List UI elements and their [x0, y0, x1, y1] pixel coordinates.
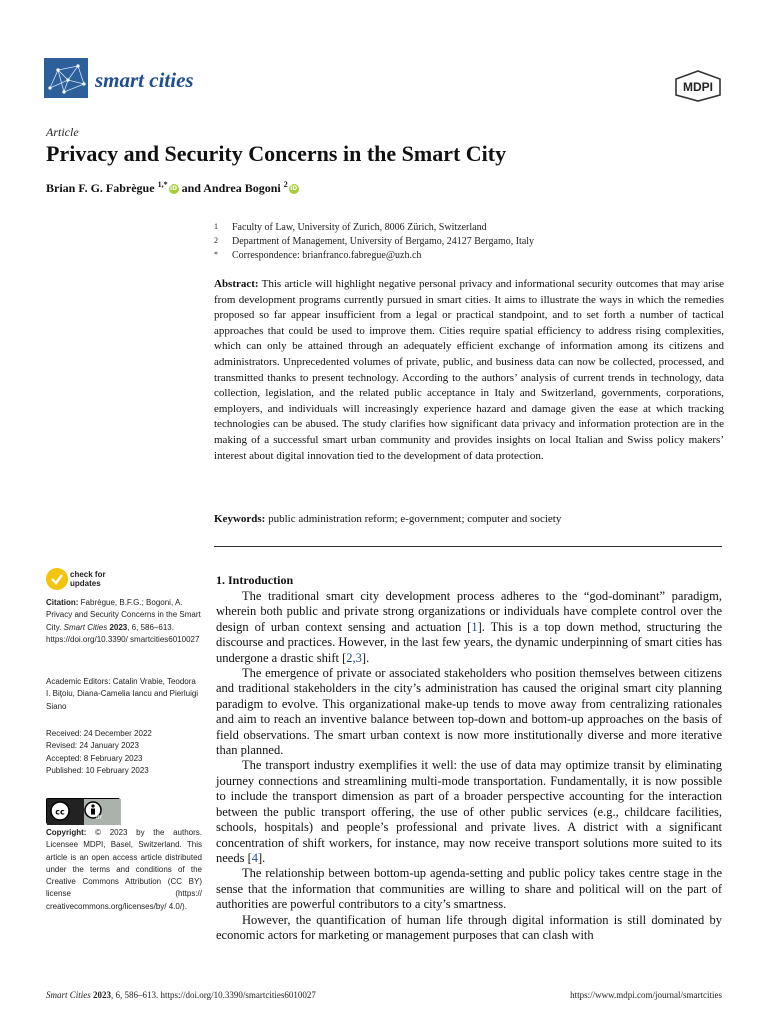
- journal-name: smart cities: [95, 68, 194, 92]
- check-updates-label: check for updates: [70, 570, 106, 588]
- svg-text:cc: cc: [55, 807, 65, 817]
- revised-date: Revised: 24 January 2023: [46, 741, 139, 751]
- cc-by-license-badge[interactable]: [46, 798, 120, 824]
- academic-editors: Academic Editors: Catalin Vrabie, Teodora I. Biţoiu, Diana-Camelia Iancu and Pierluigi Siano: [46, 677, 199, 711]
- citation-text: Fabrègue, B.F.G.; Bogoni, A. Privacy and Security Concerns in the Smart City.: [46, 598, 201, 632]
- received-date: Received: 24 December 2022: [46, 729, 152, 738]
- citation-link[interactable]: 4: [251, 850, 258, 865]
- accepted-date: Accepted: 8 February 2023: [46, 753, 143, 763]
- smart-cities-logo-icon: [44, 58, 88, 98]
- check-updates-icon: [46, 568, 68, 590]
- author-conjunction: and: [181, 181, 201, 195]
- mdpi-logo-icon: [672, 70, 724, 102]
- copyright-block: [46, 827, 202, 913]
- author-name[interactable]: Brian F. G. Fabrègue: [46, 181, 155, 195]
- citation-journal: Smart Cities: [63, 622, 108, 632]
- abstract-text: This article will highlight negative personal privacy and informational security outcomes that may arise from development programs currently pursued in smart cities. It aims to illustrate the ways in which the remedies proposed so far appear insufficient from a legal or practical standpoint, and to set forth a number of tactical approaches that could be used to improve them. Cities require spatial efficiency to address rising complexities, which can only be attained through an adequately efficient exchange of information among its citizens and administrators. Unprecedented volumes of private, public, and business data can now be collected, processed, and transmitted thanks to present technology. According to the authors’ analysis of current trends in technology, data collection, legislation, and the related public acceptance in Italy and Switzerland, governments, corporations, employers, and individuals will increasingly experience hazard and damage given the ease at which tracking technologies can be abused. The study clarifies how significant data privacy and information protection are in the making of a successful smart urban community and provides insights on local Italian and Swiss policy makers’ interest about digital innovation tied to the development of data protection.: [214, 278, 724, 462]
- affiliation-text: Department of Management, University of Bergamo, 24127 Bergamo, Italy: [232, 236, 535, 247]
- paragraph: The traditional smart city development process adheres to the “god-dominant” paradigm, wherein both public and private strong organizations or individuals have complete control over the design of urban context sensing and actuation [1]. This is a top down method, structuring the discourse and practices. However, in the last few years, the dynamic underpinning of smart cities has undergone a drastic shift [2,3].: [216, 589, 723, 665]
- paragraph: The emergence of private or associated stakeholders who position themselves between citizens and traditional stakeholders in the city’s administration has caused the original smart city planning paradigm to evolve. This organizational make-up tends to move away from centralizing rationales and aim to reach an inventive balance between top-down and bottom-up approaches on the basis of field observations. The smart urban context is now more institutionally diverse and more iterative than planned.: [216, 666, 722, 758]
- orcid-icon[interactable]: iD: [290, 185, 298, 193]
- introduction-body: [216, 589, 722, 943]
- orcid-icon[interactable]: iD: [170, 185, 178, 193]
- abstract: [214, 277, 724, 464]
- paragraph: However, the quantification of human life through digital information is still dominated by economic actors for marketing or management purposes that can clash with: [216, 912, 722, 942]
- published-date: Published: 10 February 2023: [46, 765, 149, 775]
- footer-journal-url[interactable]: https://www.mdpi.com/journal/smartcities: [570, 990, 722, 1000]
- footer-citation: [46, 990, 316, 1000]
- keywords-label: Keywords:: [214, 513, 266, 525]
- journal-header: [44, 58, 724, 102]
- author-affiliation-mark: 1,*: [157, 180, 168, 189]
- footer-doi[interactable]: , 6, 586–613. https://doi.org/10.3390/smartcities6010027: [111, 990, 316, 1000]
- author-name[interactable]: Andrea Bogoni: [203, 181, 281, 195]
- paragraph: The transport industry exemplifies it well: the use of data may optimize transit by eliminating journey connections and streamlining multi-mode transportation. Fundamentally, it is now possible to include the transport dimension as part of a broader perspective accounting for the interaction between the public transport offering, the use of other public services (e.g., childcare facilities, schools, hospitals) and people’s professional and private lives. A district with a significant concentration of shift workers, for instance, may now receive transport solutions more suited to its needs [4].: [216, 758, 722, 865]
- copyright-text: © 2023 by the authors. Licensee MDPI, Basel, Switzerland. This article is an open access article distributed under the terms and conditions of the Creative Commons Attribution (CC BY) license (https:// creativecommons.org/licenses/by/ 4.0/).: [46, 828, 202, 911]
- copyright-label: Copyright:: [46, 828, 87, 837]
- abstract-label: Abstract:: [214, 278, 259, 290]
- citation-link[interactable]: 2,3: [346, 650, 362, 665]
- article-title: Privacy and Security Concerns in the Smart City: [46, 141, 507, 166]
- author-affiliation-mark: 2: [283, 180, 288, 189]
- citation-year: 2023: [109, 622, 128, 632]
- section-divider: [214, 546, 722, 547]
- citation-doi[interactable]: , 6, 586–613. https://doi.org/10.3390/ smartcities6010027: [46, 622, 200, 644]
- correspondence-text[interactable]: Correspondence: brianfranco.fabregue@uzh.ch: [232, 250, 422, 261]
- keywords: [214, 513, 724, 525]
- affiliation-mark: 1: [214, 222, 218, 231]
- section-heading: 1. Introduction: [216, 573, 294, 587]
- creative-commons-icon: [47, 799, 121, 825]
- citation-block: [46, 597, 202, 646]
- citation-label: Citation:: [46, 598, 79, 607]
- author-line: [46, 180, 726, 196]
- by-label: BY: [96, 815, 103, 821]
- footer-year: 2023: [93, 990, 112, 1000]
- keywords-text: public administration reform; e-government; computer and society: [268, 513, 562, 525]
- publisher-name: MDPI: [683, 80, 713, 94]
- paragraph: The relationship between bottom-up agenda-setting and public policy takes centre stage in the sense that the information that communities are willing to share and political will on the part of authorities are powerful contributors to a city’s smartness.: [216, 866, 722, 912]
- citation-link[interactable]: 1: [471, 619, 478, 634]
- article-type: Article: [46, 125, 79, 139]
- correspondence-mark: *: [214, 250, 218, 259]
- affiliation-text: Faculty of Law, University of Zurich, 8006 Zürich, Switzerland: [232, 222, 487, 233]
- history-dates: [46, 728, 202, 777]
- footer-journal: Smart Cities: [46, 990, 91, 1000]
- affiliation-mark: 2: [214, 236, 218, 245]
- check-for-updates-button[interactable]: [46, 568, 126, 592]
